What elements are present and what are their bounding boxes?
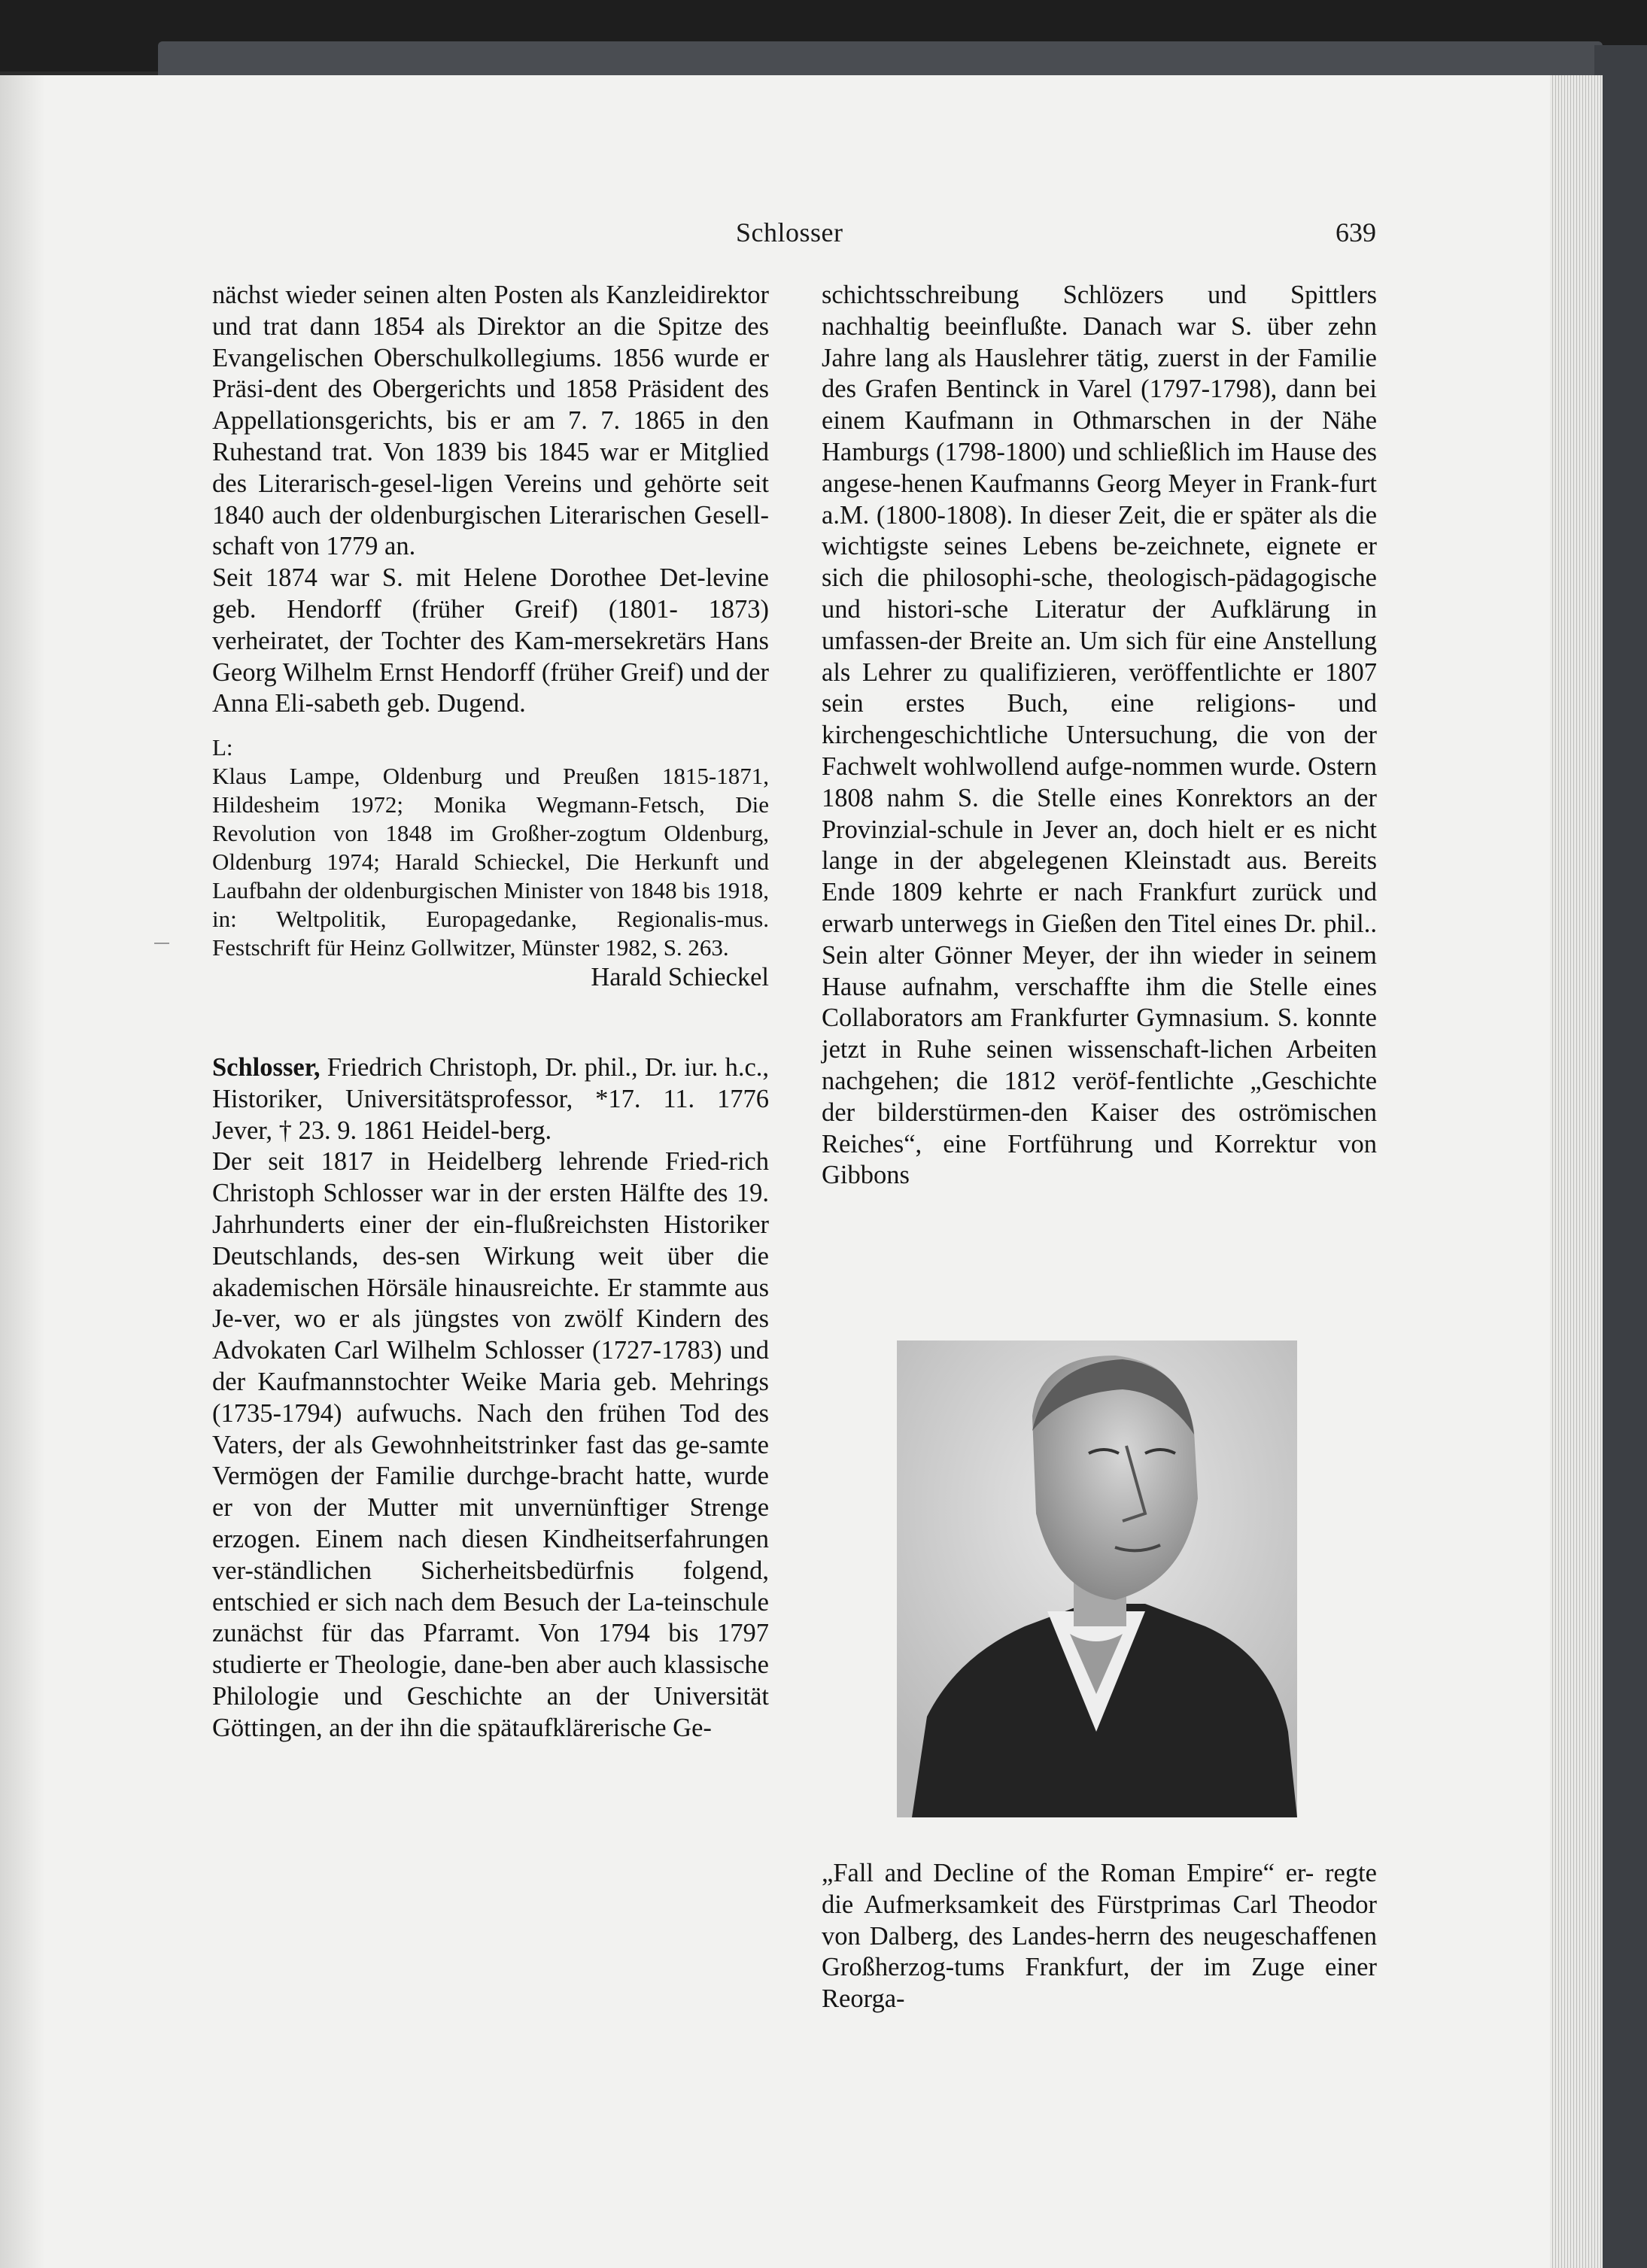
text-line: S. konnte jetzt in Ruhe seinen wissenschaft-: [822, 1003, 1377, 1064]
text-line: nächst wieder seinen alten Posten als: [212, 281, 600, 309]
text-line: teinschule zunächst für das Pfarramt. Von: [212, 1587, 769, 1648]
text-line: als Lehrer zu qualifizieren, veröffentlichte: [822, 657, 1281, 687]
page-number: 639: [1336, 217, 1376, 247]
text-line: rich Christoph Schlosser war in der ersten: [212, 1147, 769, 1208]
text-line: „Fall and Decline of the Roman Empire“ er-: [822, 1859, 1314, 1887]
text-line: 1794 bis 1797 studierte er Theologie, dane-: [212, 1619, 770, 1680]
text-line: des Appellationsgerichts, bis er am 7. 7.: [212, 375, 770, 436]
margin-mark: [154, 943, 169, 944]
text-line: zurück und erwarb unterwegs in Gießen: [822, 878, 1377, 938]
text-line: den Titel eines Dr. phil.. Sein alter Gönner: [822, 909, 1377, 970]
text-line: samte Vermögen der Familie durchge-: [212, 1430, 769, 1491]
text-line: unvernünftiger Strenge erzogen. Einem: [212, 1493, 770, 1553]
text-line: oldenburgischen Minister von 1848 bis 1918,: [343, 877, 769, 904]
text-line: der oldenburgischen Literarischen Gesell-: [329, 500, 769, 530]
text-line: Fetsch, Die Revolution von 1848 im Großher-: [212, 791, 769, 847]
text-line: Collaborators am Frankfurter Gymnasium.: [822, 1003, 1270, 1033]
entry-heading: [212, 1052, 769, 1146]
text-line: lichen Arbeiten nachgehen; die 1812 veröf-: [822, 1035, 1377, 1095]
text-line: 1800) und schließlich im Hause des angese-: [822, 437, 1377, 498]
text-line: ständlichen Sicherheitsbedürfnis folgend,: [253, 1556, 769, 1585]
text-line: in: Weltpolitik, Europagedanke, Regionalis-: [212, 906, 725, 933]
text-line: Fortführung und Korrektur von Gibbons: [822, 1129, 1378, 1190]
text-line: Hörsäle hinausreichte. Er stammte aus Je-: [212, 1273, 769, 1334]
text-line: zehn Jahre lang als Hauslehrer tätig, zuerst: [822, 311, 1378, 372]
text-line: Schieckel, Die Herkunft und Laufbahn der: [212, 849, 769, 904]
text-line: regte die Aufmerksamkeit des Fürstprimas: [822, 1859, 1377, 1919]
text-line: berg.: [499, 1116, 552, 1145]
text-line: ver, wo er als jüngstes von zwölf Kindern: [242, 1304, 722, 1334]
text-line: nachhaltig beeinflußte. Danach war S. über: [822, 311, 1313, 341]
text-line: sabeth geb. Dugend.: [314, 689, 526, 718]
text-line: mersekretärs Hans Georg Wilhelm Ernst: [212, 626, 769, 687]
text-line: und kirchengeschichtliche Untersuchung,: [822, 689, 1377, 750]
portrait-drawing: [897, 1340, 1297, 1817]
text-line: Seit 1874 war S. mit Helene Dorothee Det-: [212, 563, 706, 593]
text-line: (1727-1783) und der Kaufmannstochter: [212, 1336, 769, 1396]
text-line: schaft von 1779 an.: [212, 532, 416, 561]
text-line: *17. 11. 1776 Jever, † 23. 9. 1861 Heidel-: [212, 1084, 770, 1145]
text-line: Direktor an die Spitze des Evangelischen: [212, 311, 770, 372]
text-line: er 1807 sein erstes Buch, eine religions-: [822, 657, 1377, 718]
text-line: Meyer, der ihn wieder in seinem Hause: [822, 940, 1378, 1001]
left-column: [212, 280, 769, 1744]
text-line: der als Gewohnheitstrinker fast das ge-: [292, 1430, 709, 1459]
text-line: fentlichte „Geschichte der bilderstürmen-: [822, 1066, 1378, 1127]
paragraph: [212, 563, 769, 720]
text-line: nach diesen Kindheitserfahrungen ver-: [212, 1524, 769, 1585]
text-line: levine geb. Hendorff (früher Greif) (1801-: [212, 563, 769, 624]
paragraph: [822, 1858, 1377, 2015]
text-line: (1797-1798), dann bei einem Kaufmann in: [822, 375, 1377, 436]
portrait-image: [897, 1340, 1297, 1817]
text-line: in der Familie des Grafen Bentinck in Varel: [822, 343, 1377, 404]
text-line: ben aber auch klassische Philologie und: [212, 1650, 769, 1711]
text-line: lange in der abgelegenen Kleinstadt aus.: [822, 846, 1288, 876]
text-line: flußreichsten Historiker Deutschlands, des-: [212, 1210, 770, 1271]
text-line: Friedrich Christoph, Dr. phil., Dr.: [327, 1052, 678, 1082]
text-line: 1865 in den Ruhestand trat. Von 1839 bis: [212, 406, 769, 466]
text-line: schichtsschreibung Schlözers und Spittlers: [822, 281, 1377, 309]
text-line: 1873) verheiratet, der Tochter des Kam-: [212, 594, 769, 655]
text-line: Oberschulkollegiums. 1856 wurde er Präsi-: [212, 343, 769, 404]
text-line: 1845 war er Mitglied des Literarisch-gesel-: [212, 437, 769, 498]
text-line: aufnahm, verschaffte ihm die Stelle eines: [901, 972, 1378, 1001]
text-line: tums Frankfurt, der im Zuge einer Reorga-: [822, 1953, 1377, 2014]
text-line: an der ihn die spätaufklärerische Ge-: [329, 1713, 712, 1742]
text-line: später als die wichtigste seines Lebens be-: [822, 500, 1378, 561]
text-line: des Advokaten Carl Wilhelm Schlosser: [212, 1304, 769, 1365]
text-line: sche Literatur der Aufklärung in umfassen-: [822, 594, 1377, 655]
text-line: iur. h.c., Historiker, Universitätsprofessor,: [212, 1052, 770, 1113]
text-line: 1982, S. 263.: [605, 934, 729, 961]
text-line: zogtum Oldenburg, Oldenburg 1974; Harald: [212, 820, 769, 876]
text-line: ligen Vereins und gehörte seit 1840 auch: [212, 469, 769, 530]
page-stack-edge: [1550, 75, 1603, 2268]
text-line: zeichnete, eignete er sich die philosophi-: [822, 532, 1378, 593]
paragraph: [822, 280, 1377, 1192]
text-line: Carl Theodor von Dalberg, des Landes-: [822, 1890, 1378, 1951]
article-author: Harald Schieckel: [591, 963, 769, 992]
entry-name: Schlosser,: [212, 1052, 321, 1082]
text-line: Geschichte an der Universität Göttingen,: [212, 1681, 770, 1742]
text-line: bracht hatte, wurde er von der Mutter mit: [212, 1462, 769, 1523]
text-line: Bereits Ende 1809 kehrte er nach Frankfurt: [822, 846, 1378, 907]
page-gutter-shadow: [0, 75, 45, 2268]
text-line: sche, theologisch-pädagogische und histori-: [822, 563, 1377, 624]
text-line: Kanzleidirektor und trat dann 1854 als: [212, 281, 770, 341]
text-line: den Kaiser des oströmischen Reiches“, eine: [822, 1098, 1377, 1158]
literature-list: [212, 762, 769, 962]
paragraph: [212, 1146, 769, 1744]
right-column-continued: [822, 1858, 1377, 2015]
text-line: sen Wirkung weit über die akademischen: [212, 1241, 769, 1302]
literature-label: L:: [212, 734, 233, 761]
text-line: dent des Obergerichts und 1858 Präsident: [272, 375, 725, 404]
right-column: [822, 280, 1377, 1192]
text-line: henen Kaufmanns Georg Meyer in Frank-: [901, 469, 1340, 498]
text-line: Hendorff (früher Greif) und der Anna Eli-: [212, 657, 770, 718]
text-line: Weike Maria geb. Mehrings (1735-1794): [212, 1367, 769, 1428]
text-line: schule in Jever an, doch hielt er es nicht: [937, 815, 1377, 844]
text-line: mus. Festschrift für Heinz Gollwitzer, Münster: [212, 906, 769, 961]
text-line: 1871, Hildesheim 1972; Monika Wegmann-: [212, 763, 769, 818]
text-line: Klaus Lampe, Oldenburg und Preußen 1815-: [212, 763, 717, 790]
running-head: Schlosser: [736, 217, 843, 247]
text-line: Stelle eines Konrektors an der Provinzial-: [822, 783, 1378, 844]
text-line: Hälfte des 19. Jahrhunderts einer der ein-: [212, 1179, 769, 1239]
text-line: der Breite an. Um sich für eine Anstellung: [928, 626, 1377, 655]
paragraph: [212, 280, 769, 563]
text-line: aufwuchs. Nach den frühen Tod des Vaters,: [212, 1398, 770, 1459]
text-line: Othmarschen in der Nähe Hamburgs (1798-: [822, 406, 1378, 466]
text-line: entschied er sich nach dem Besuch der La-: [212, 1587, 664, 1617]
text-line: Der seit 1817 in Heidelberg lehrende Fried-: [212, 1147, 729, 1177]
text-line: herrn des neugeschaffenen Großherzog-: [822, 1921, 1377, 1982]
text-line: nommen wurde. Ostern 1808 nahm S. die: [822, 751, 1377, 812]
text-line: furt a.M. (1800-1808). In dieser Zeit, die er: [822, 469, 1377, 530]
text-line: die von der Fachwelt wohlwollend aufge-: [822, 721, 1377, 781]
